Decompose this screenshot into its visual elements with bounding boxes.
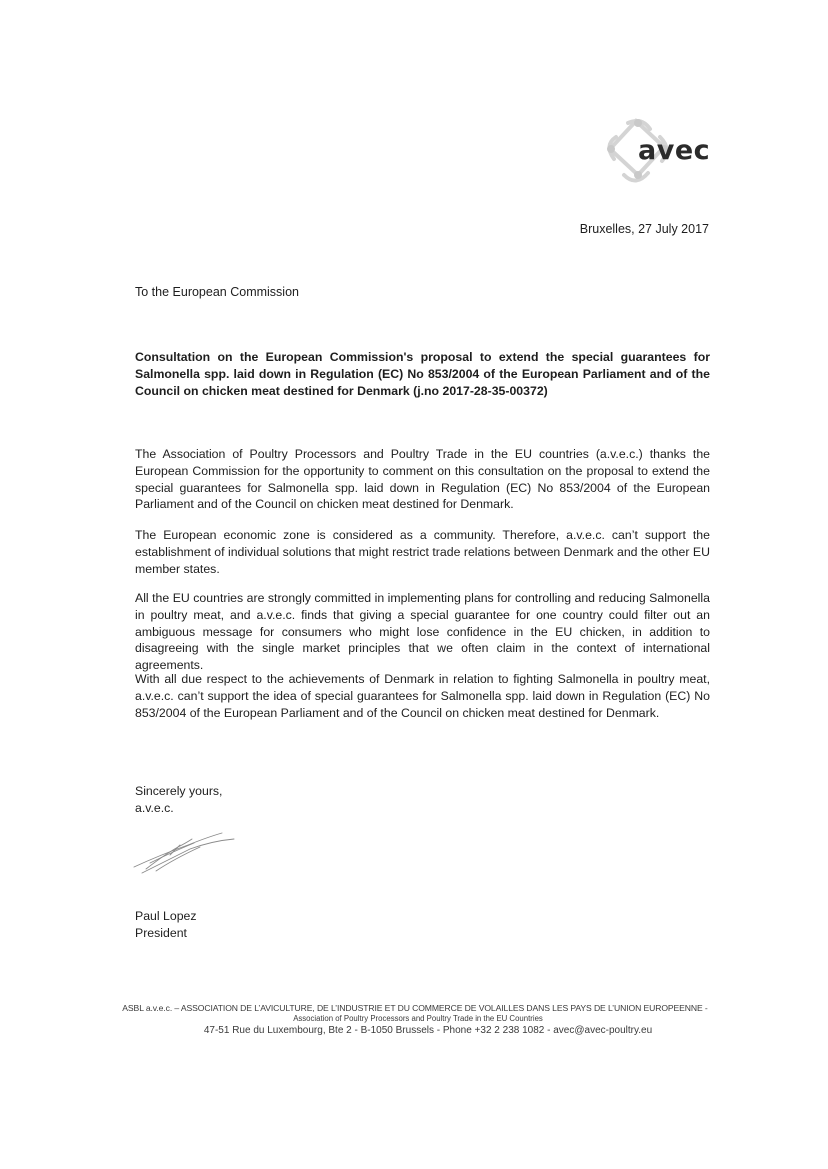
body-paragraph: All the EU countries are strongly committed in implementing plans for controlling and reducing Salmonella in poultry meat, and a.v.e.c. finds that giving a special guarantee for one country could filter out an ambiguous message for consumers who might lose confidence in the EU chicken, in addition to disagreeing with the single market principles that we often claim in the context of international agreements. [135,591,710,673]
letter-footer [60,1003,770,1037]
signer-title: President [135,926,187,940]
letter-date: Bruxelles, 27 July 2017 [579,222,709,236]
closing-salutation: Sincerely yours, [135,784,223,798]
avec-logo [598,115,728,195]
body-paragraph: The European economic zone is considered as a community. Therefore, a.v.e.c. can’t support the establishment of individual solutions that might restrict trade relations between Denmark and the other EU member states. [135,528,710,576]
handwritten-signature [130,825,240,880]
footer-organization-english: Association of Poultry Processors and Poultry Trade in the EU Countries [293,1014,543,1023]
avec-wordmark: avec [638,135,711,166]
signature-icon [130,825,240,880]
body-paragraph: With all due respect to the achievements of Denmark in relation to fighting Salmonella in poultry meat, a.v.e.c. can’t support the idea of special guarantees for Salmonella spp. laid down in Regulation (EC) No 853/2004 of the European Parliament and of the Council on chicken meat destined for Denmark. [135,672,710,720]
closing-block [135,783,222,817]
closing-organization: a.v.e.c. [135,801,174,815]
signer-name: Paul Lopez [135,909,197,923]
body-paragraph: The Association of Poultry Processors and Poultry Trade in the EU countries (a.v.e.c.) thanks the European Commission for the opportunity to comment on this consultation on the proposal to extend the special guarantees for Salmonella spp. laid down in Regulation (EC) No 853/2004 of the European Parliament and of the Council on chicken meat destined for Denmark. [135,447,710,512]
footer-contact: 47-51 Rue du Luxembourg, Bte 2 - B-1050 Brussels - Phone +32 2 238 1082 - avec@avec-poultry.eu [203,1025,653,1036]
footer-organization-name: ASBL a.v.e.c. – ASSOCIATION DE L’AVICULTURE, DE L’INDUSTRIE ET DU COMMERCE DE VOLAILLES DANS LES PAYS DE L’UNION EUROPEENNE - [122,1003,708,1013]
addressee: To the European Commission [135,285,299,299]
letter-subject: Consultation on the European Commission's proposal to extend the special guarantees for Salmonella spp. laid down in Regulation (EC) No 853/2004 of the European Parliament and of the Council on chicken meat destined for Denmark (j.no 2017-28-35-00372) [135,350,710,398]
signer-block [135,908,197,942]
